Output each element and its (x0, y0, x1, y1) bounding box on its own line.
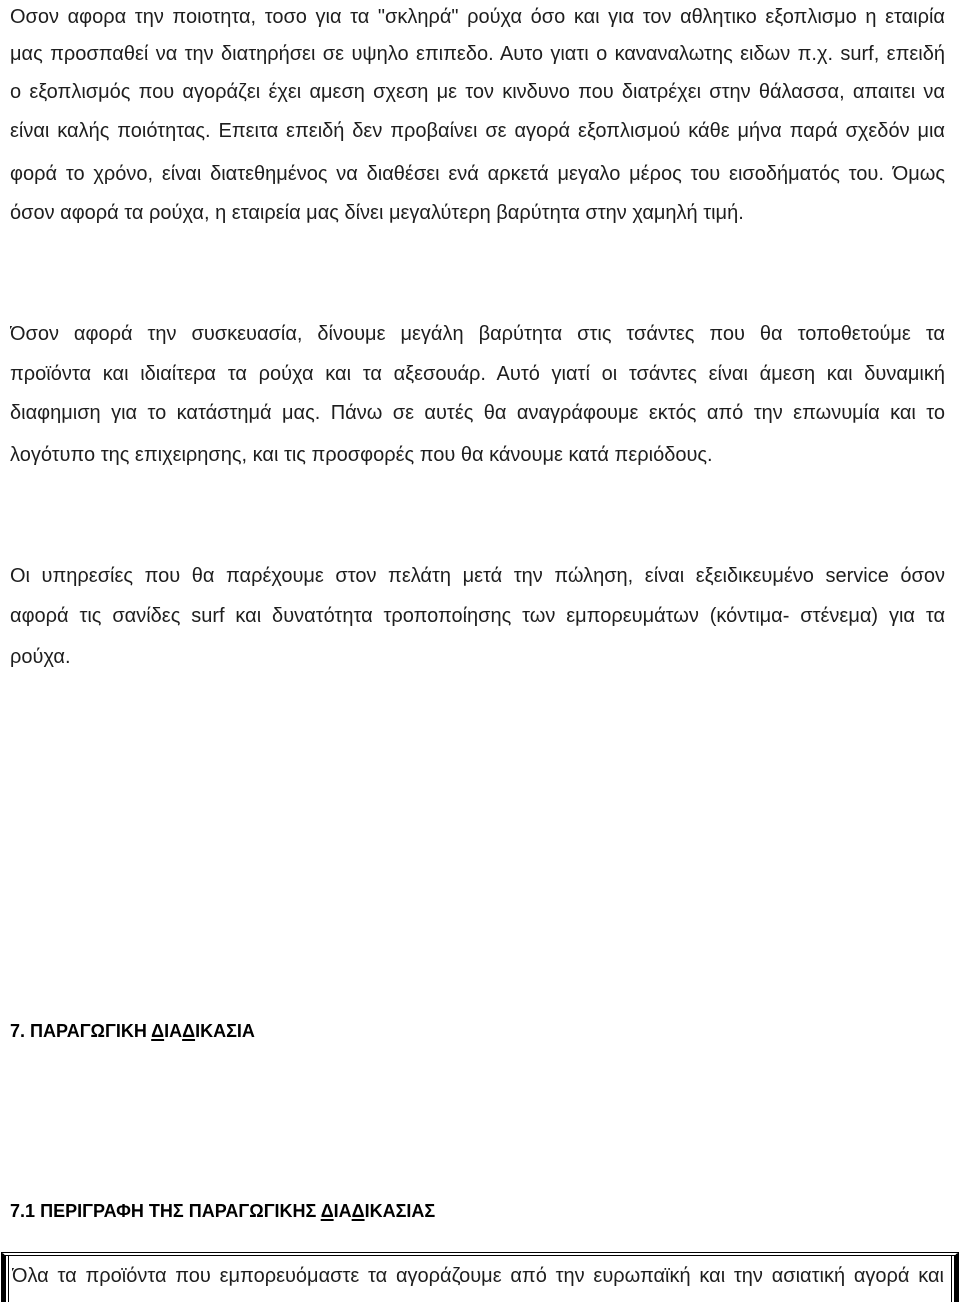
text-line: ρούχα. (10, 646, 71, 668)
text-line: Οι υπηρεσίες που θα παρέχουμε στον πελάτη μετά την πώληση, είναι εξειδικευμένο service όσον (10, 565, 945, 587)
text-line: αφορά τις σανίδες surf και δυνατότητα τροποποίησης των εμπορευμάτων (κόντιμα- στένεμα) για τα (10, 605, 945, 627)
bordered-text-box (1, 1252, 959, 1302)
text-line: ο εξοπλισμός που αγοράζει έχει αμεση σχεση με τον κινδυνο που διατρέχει στην θάλασσα, απαιτει να (10, 81, 945, 103)
text-line: Όλα τα προϊόντα που εμπορευόμαστε τα αγοράζουμε από την ευρωπαϊκή και την ασιατική αγορά και (12, 1265, 944, 1287)
text-line: διαφημιση για το κατάστημά μας. Πάνω σε αυτές θα αναγράφουμε εκτός από την επωνυμία και το (10, 402, 945, 424)
subsection-heading: 7.1 ΠΕΡΙΓΡΑΦΗ ΤΗΣ ΠΑΡΑΓΩΓΙΚΗΣ ΔΙΑΔΙΚΑΣΙΑΣ (10, 1201, 436, 1221)
section-heading: 7. ΠΑΡΑΓΩΓΙΚΗ ΔΙΑΔΙΚΑΣΙΑ (10, 1021, 255, 1041)
text-line: προϊόντα και ιδιαίτερα τα ρούχα και τα αξεσουάρ. Αυτό γιατί οι τσάντες είναι άμεση και δυναμική (10, 363, 945, 385)
text-line: φορά το χρόνο, είναι διατεθημένος να διαθέσει ενά αρκετά μεγαλο μέρος του εισοδήματός του. Όμως (10, 163, 945, 185)
text-line: Οσον αφορα την ποιοτητα, τοσο για τα "σκληρά" ρούχα όσο και για τον αθλητικο εξοπλισμο η εταιρία (10, 6, 945, 28)
text-line: λογότυπο της επιχειρησης, και τις προσφορές που θα κάνουμε κατά περιόδους. (10, 444, 713, 466)
text-line: μας προσπαθεί να την διατηρήσει σε υψηλο επιπεδο. Αυτο γιατι ο καναναλωτης ειδων π.χ. surf, επειδή (10, 43, 945, 65)
text-line: είναι καλής ποιότητας. Επειτα επειδή δεν προβαίνει σε αγορά εξοπλισμού κάθε μήνα παρά σχεδόν μια (10, 120, 945, 142)
text-line: όσον αφορά τα ρούχα, η εταιρεία μας δίνει μεγαλύτερη βαρύτητα στην χαμηλή τιμή. (10, 202, 744, 224)
text-line: Όσον αφορά την συσκευασία, δίνουμε μεγάλη βαρύτητα στις τσάντες που θα τοποθετούμε τα (10, 323, 945, 345)
